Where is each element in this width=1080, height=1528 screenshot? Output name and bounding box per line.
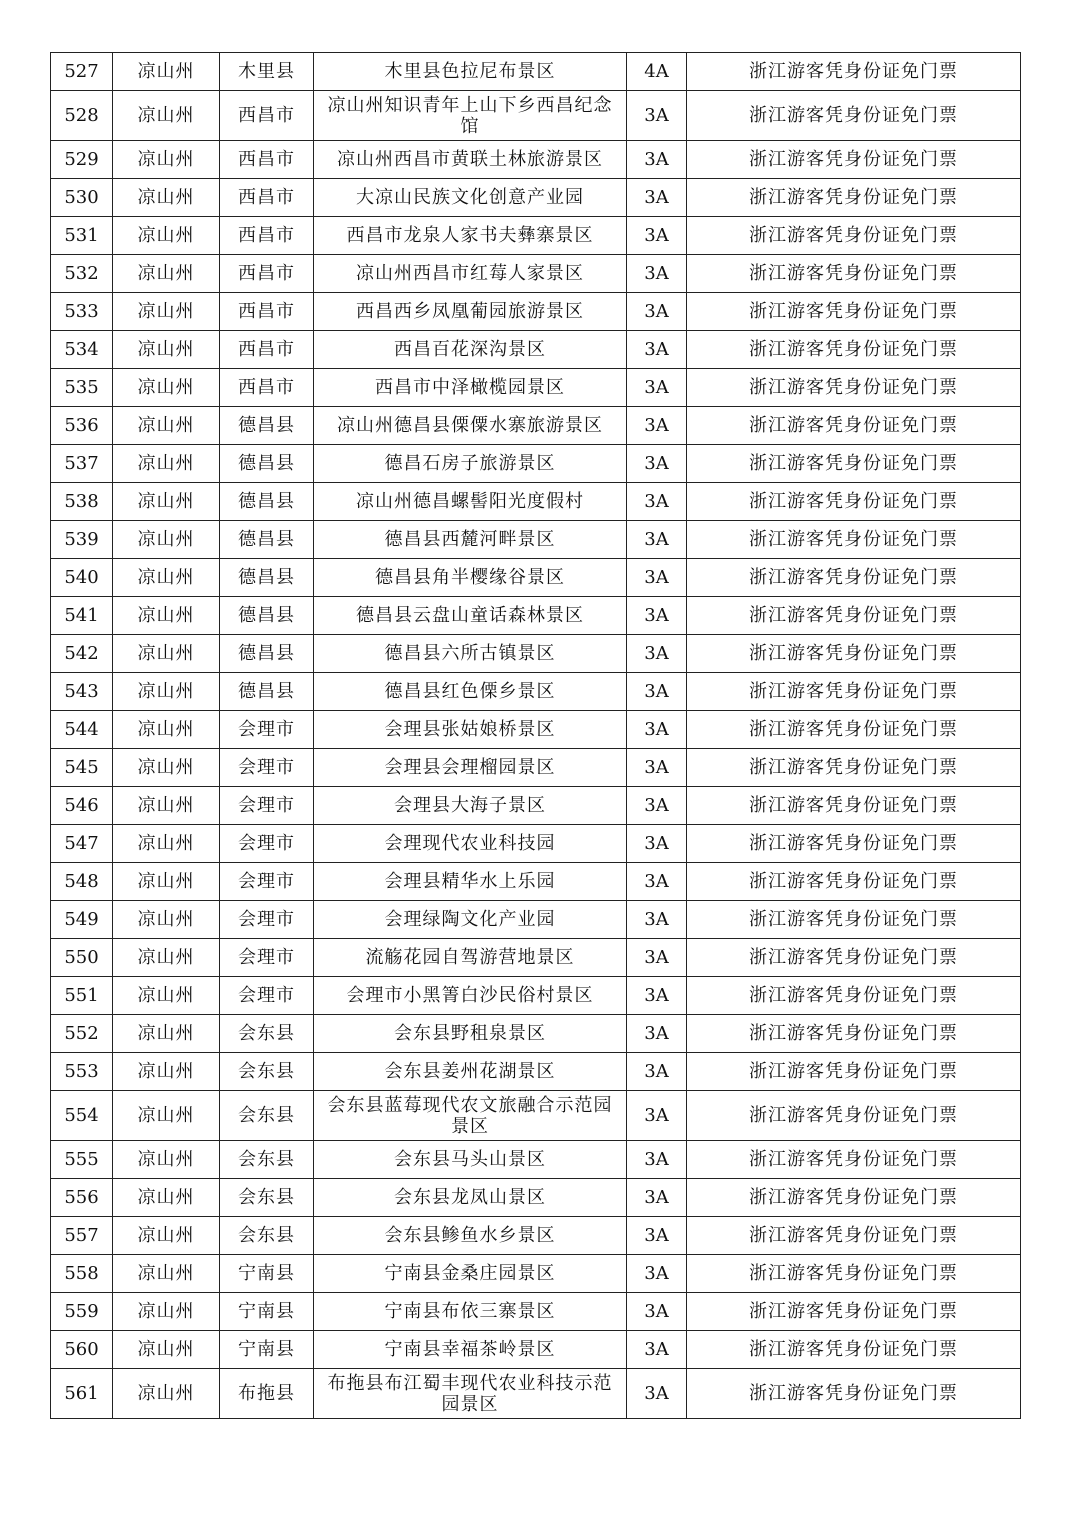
table-row bbox=[51, 863, 1021, 901]
prefecture-cell: 凉山州 bbox=[113, 711, 220, 749]
row-number-cell: 538 bbox=[51, 483, 113, 521]
county-cell: 布拖县 bbox=[220, 1369, 314, 1419]
table-row bbox=[51, 635, 1021, 673]
table-row bbox=[51, 331, 1021, 369]
scenic-name-cell: 会东县马头山景区 bbox=[314, 1141, 627, 1179]
table-row bbox=[51, 217, 1021, 255]
table-row bbox=[51, 1053, 1021, 1091]
scenic-name-cell: 宁南县布依三寨景区 bbox=[314, 1293, 627, 1331]
table-row bbox=[51, 91, 1021, 141]
level-cell: 3A bbox=[627, 1293, 687, 1331]
scenic-name-cell: 宁南县幸福茶岭景区 bbox=[314, 1331, 627, 1369]
scenic-name-cell: 西昌市龙泉人家书夫彝寨景区 bbox=[314, 217, 627, 255]
table-row bbox=[51, 521, 1021, 559]
prefecture-cell: 凉山州 bbox=[113, 179, 220, 217]
table-row bbox=[51, 407, 1021, 445]
row-number-cell: 536 bbox=[51, 407, 113, 445]
policy-cell: 浙江游客凭身份证免门票 bbox=[687, 673, 1021, 711]
level-cell: 3A bbox=[627, 711, 687, 749]
county-cell: 会理市 bbox=[220, 901, 314, 939]
level-cell: 3A bbox=[627, 293, 687, 331]
table-row bbox=[51, 1255, 1021, 1293]
table-row bbox=[51, 1369, 1021, 1419]
level-cell: 3A bbox=[627, 901, 687, 939]
policy-cell: 浙江游客凭身份证免门票 bbox=[687, 91, 1021, 141]
row-number-cell: 546 bbox=[51, 787, 113, 825]
table-row bbox=[51, 673, 1021, 711]
county-cell: 会理市 bbox=[220, 749, 314, 787]
level-cell: 3A bbox=[627, 825, 687, 863]
county-cell: 德昌县 bbox=[220, 635, 314, 673]
scenic-name-cell: 布拖县布江蜀丰现代农业科技示范园景区 bbox=[314, 1369, 627, 1419]
prefecture-cell: 凉山州 bbox=[113, 1141, 220, 1179]
table-row bbox=[51, 749, 1021, 787]
table-row bbox=[51, 1141, 1021, 1179]
policy-cell: 浙江游客凭身份证免门票 bbox=[687, 635, 1021, 673]
county-cell: 德昌县 bbox=[220, 521, 314, 559]
level-cell: 3A bbox=[627, 863, 687, 901]
county-cell: 会理市 bbox=[220, 863, 314, 901]
table-row bbox=[51, 369, 1021, 407]
policy-cell: 浙江游客凭身份证免门票 bbox=[687, 1179, 1021, 1217]
level-cell: 3A bbox=[627, 407, 687, 445]
row-number-cell: 543 bbox=[51, 673, 113, 711]
county-cell: 会东县 bbox=[220, 1217, 314, 1255]
level-cell: 3A bbox=[627, 91, 687, 141]
prefecture-cell: 凉山州 bbox=[113, 673, 220, 711]
county-cell: 德昌县 bbox=[220, 559, 314, 597]
row-number-cell: 535 bbox=[51, 369, 113, 407]
prefecture-cell: 凉山州 bbox=[113, 141, 220, 179]
scenic-name-cell: 会理县精华水上乐园 bbox=[314, 863, 627, 901]
policy-cell: 浙江游客凭身份证免门票 bbox=[687, 825, 1021, 863]
policy-cell: 浙江游客凭身份证免门票 bbox=[687, 369, 1021, 407]
scenic-name-cell: 德昌石房子旅游景区 bbox=[314, 445, 627, 483]
table-row bbox=[51, 53, 1021, 91]
scenic-name-cell: 会理县大海子景区 bbox=[314, 787, 627, 825]
policy-cell: 浙江游客凭身份证免门票 bbox=[687, 1015, 1021, 1053]
level-cell: 4A bbox=[627, 53, 687, 91]
prefecture-cell: 凉山州 bbox=[113, 749, 220, 787]
level-cell: 3A bbox=[627, 1091, 687, 1141]
scenic-name-cell: 德昌县角半樱缘谷景区 bbox=[314, 559, 627, 597]
scenic-name-cell: 会东县姜州花湖景区 bbox=[314, 1053, 627, 1091]
county-cell: 西昌市 bbox=[220, 331, 314, 369]
county-cell: 会东县 bbox=[220, 1053, 314, 1091]
level-cell: 3A bbox=[627, 977, 687, 1015]
county-cell: 德昌县 bbox=[220, 673, 314, 711]
table-row bbox=[51, 1217, 1021, 1255]
table-row bbox=[51, 141, 1021, 179]
row-number-cell: 528 bbox=[51, 91, 113, 141]
scenic-name-cell: 流觞花园自驾游营地景区 bbox=[314, 939, 627, 977]
county-cell: 西昌市 bbox=[220, 141, 314, 179]
level-cell: 3A bbox=[627, 673, 687, 711]
scenic-name-cell: 凉山州知识青年上山下乡西昌纪念馆 bbox=[314, 91, 627, 141]
policy-cell: 浙江游客凭身份证免门票 bbox=[687, 255, 1021, 293]
prefecture-cell: 凉山州 bbox=[113, 1369, 220, 1419]
level-cell: 3A bbox=[627, 749, 687, 787]
row-number-cell: 537 bbox=[51, 445, 113, 483]
policy-cell: 浙江游客凭身份证免门票 bbox=[687, 1053, 1021, 1091]
prefecture-cell: 凉山州 bbox=[113, 1179, 220, 1217]
row-number-cell: 557 bbox=[51, 1217, 113, 1255]
level-cell: 3A bbox=[627, 1331, 687, 1369]
level-cell: 3A bbox=[627, 445, 687, 483]
table-row bbox=[51, 1331, 1021, 1369]
level-cell: 3A bbox=[627, 1179, 687, 1217]
level-cell: 3A bbox=[627, 141, 687, 179]
prefecture-cell: 凉山州 bbox=[113, 331, 220, 369]
county-cell: 会东县 bbox=[220, 1179, 314, 1217]
scenic-name-cell: 凉山州德昌螺髻阳光度假村 bbox=[314, 483, 627, 521]
county-cell: 德昌县 bbox=[220, 407, 314, 445]
county-cell: 木里县 bbox=[220, 53, 314, 91]
policy-cell: 浙江游客凭身份证免门票 bbox=[687, 901, 1021, 939]
county-cell: 西昌市 bbox=[220, 255, 314, 293]
table-row bbox=[51, 293, 1021, 331]
prefecture-cell: 凉山州 bbox=[113, 1331, 220, 1369]
scenic-name-cell: 会东县蓝莓现代农文旅融合示范园景区 bbox=[314, 1091, 627, 1141]
row-number-cell: 547 bbox=[51, 825, 113, 863]
prefecture-cell: 凉山州 bbox=[113, 1015, 220, 1053]
prefecture-cell: 凉山州 bbox=[113, 635, 220, 673]
policy-cell: 浙江游客凭身份证免门票 bbox=[687, 445, 1021, 483]
county-cell: 会理市 bbox=[220, 977, 314, 1015]
scenic-name-cell: 西昌市中泽橄榄园景区 bbox=[314, 369, 627, 407]
prefecture-cell: 凉山州 bbox=[113, 787, 220, 825]
table-body bbox=[51, 53, 1021, 1419]
row-number-cell: 559 bbox=[51, 1293, 113, 1331]
row-number-cell: 540 bbox=[51, 559, 113, 597]
policy-cell: 浙江游客凭身份证免门票 bbox=[687, 939, 1021, 977]
scenic-name-cell: 凉山州德昌县傈僳水寨旅游景区 bbox=[314, 407, 627, 445]
row-number-cell: 550 bbox=[51, 939, 113, 977]
policy-cell: 浙江游客凭身份证免门票 bbox=[687, 483, 1021, 521]
row-number-cell: 529 bbox=[51, 141, 113, 179]
table-row bbox=[51, 787, 1021, 825]
level-cell: 3A bbox=[627, 1369, 687, 1419]
scenic-name-cell: 德昌县六所古镇景区 bbox=[314, 635, 627, 673]
scenic-name-cell: 西昌百花深沟景区 bbox=[314, 331, 627, 369]
row-number-cell: 532 bbox=[51, 255, 113, 293]
policy-cell: 浙江游客凭身份证免门票 bbox=[687, 331, 1021, 369]
policy-cell: 浙江游客凭身份证免门票 bbox=[687, 749, 1021, 787]
level-cell: 3A bbox=[627, 1255, 687, 1293]
scenic-name-cell: 德昌县云盘山童话森林景区 bbox=[314, 597, 627, 635]
row-number-cell: 549 bbox=[51, 901, 113, 939]
county-cell: 西昌市 bbox=[220, 217, 314, 255]
prefecture-cell: 凉山州 bbox=[113, 1053, 220, 1091]
level-cell: 3A bbox=[627, 1015, 687, 1053]
policy-cell: 浙江游客凭身份证免门票 bbox=[687, 1331, 1021, 1369]
scenic-spot-table bbox=[50, 52, 1021, 1419]
county-cell: 德昌县 bbox=[220, 483, 314, 521]
prefecture-cell: 凉山州 bbox=[113, 255, 220, 293]
prefecture-cell: 凉山州 bbox=[113, 445, 220, 483]
scenic-name-cell: 会理现代农业科技园 bbox=[314, 825, 627, 863]
policy-cell: 浙江游客凭身份证免门票 bbox=[687, 521, 1021, 559]
level-cell: 3A bbox=[627, 331, 687, 369]
row-number-cell: 561 bbox=[51, 1369, 113, 1419]
policy-cell: 浙江游客凭身份证免门票 bbox=[687, 1217, 1021, 1255]
table-row bbox=[51, 939, 1021, 977]
prefecture-cell: 凉山州 bbox=[113, 825, 220, 863]
prefecture-cell: 凉山州 bbox=[113, 597, 220, 635]
county-cell: 会东县 bbox=[220, 1091, 314, 1141]
scenic-name-cell: 凉山州西昌市黄联土林旅游景区 bbox=[314, 141, 627, 179]
table-row bbox=[51, 1015, 1021, 1053]
prefecture-cell: 凉山州 bbox=[113, 521, 220, 559]
policy-cell: 浙江游客凭身份证免门票 bbox=[687, 787, 1021, 825]
row-number-cell: 554 bbox=[51, 1091, 113, 1141]
county-cell: 会理市 bbox=[220, 825, 314, 863]
prefecture-cell: 凉山州 bbox=[113, 1217, 220, 1255]
row-number-cell: 551 bbox=[51, 977, 113, 1015]
table-row bbox=[51, 825, 1021, 863]
policy-cell: 浙江游客凭身份证免门票 bbox=[687, 217, 1021, 255]
prefecture-cell: 凉山州 bbox=[113, 369, 220, 407]
table-row bbox=[51, 597, 1021, 635]
policy-cell: 浙江游客凭身份证免门票 bbox=[687, 53, 1021, 91]
table-row bbox=[51, 901, 1021, 939]
table-row bbox=[51, 255, 1021, 293]
scenic-name-cell: 德昌县红色傈乡景区 bbox=[314, 673, 627, 711]
level-cell: 3A bbox=[627, 787, 687, 825]
level-cell: 3A bbox=[627, 559, 687, 597]
scenic-name-cell: 凉山州西昌市红莓人家景区 bbox=[314, 255, 627, 293]
row-number-cell: 552 bbox=[51, 1015, 113, 1053]
policy-cell: 浙江游客凭身份证免门票 bbox=[687, 1369, 1021, 1419]
level-cell: 3A bbox=[627, 939, 687, 977]
level-cell: 3A bbox=[627, 1141, 687, 1179]
policy-cell: 浙江游客凭身份证免门票 bbox=[687, 559, 1021, 597]
county-cell: 宁南县 bbox=[220, 1293, 314, 1331]
row-number-cell: 548 bbox=[51, 863, 113, 901]
level-cell: 3A bbox=[627, 1053, 687, 1091]
county-cell: 宁南县 bbox=[220, 1331, 314, 1369]
policy-cell: 浙江游客凭身份证免门票 bbox=[687, 597, 1021, 635]
row-number-cell: 544 bbox=[51, 711, 113, 749]
scenic-name-cell: 会理市小黑箐白沙民俗村景区 bbox=[314, 977, 627, 1015]
county-cell: 会理市 bbox=[220, 939, 314, 977]
row-number-cell: 558 bbox=[51, 1255, 113, 1293]
scenic-name-cell: 大凉山民族文化创意产业园 bbox=[314, 179, 627, 217]
policy-cell: 浙江游客凭身份证免门票 bbox=[687, 141, 1021, 179]
prefecture-cell: 凉山州 bbox=[113, 939, 220, 977]
table-row bbox=[51, 179, 1021, 217]
policy-cell: 浙江游客凭身份证免门票 bbox=[687, 1091, 1021, 1141]
row-number-cell: 542 bbox=[51, 635, 113, 673]
county-cell: 德昌县 bbox=[220, 445, 314, 483]
prefecture-cell: 凉山州 bbox=[113, 483, 220, 521]
table-row bbox=[51, 1179, 1021, 1217]
scenic-name-cell: 会理县张姑娘桥景区 bbox=[314, 711, 627, 749]
county-cell: 会东县 bbox=[220, 1141, 314, 1179]
row-number-cell: 560 bbox=[51, 1331, 113, 1369]
county-cell: 会理市 bbox=[220, 711, 314, 749]
policy-cell: 浙江游客凭身份证免门票 bbox=[687, 1141, 1021, 1179]
scenic-name-cell: 会理绿陶文化产业园 bbox=[314, 901, 627, 939]
county-cell: 西昌市 bbox=[220, 91, 314, 141]
scenic-name-cell: 会东县龙凤山景区 bbox=[314, 1179, 627, 1217]
scenic-name-cell: 会东县野租泉景区 bbox=[314, 1015, 627, 1053]
table-row bbox=[51, 445, 1021, 483]
policy-cell: 浙江游客凭身份证免门票 bbox=[687, 863, 1021, 901]
row-number-cell: 541 bbox=[51, 597, 113, 635]
row-number-cell: 531 bbox=[51, 217, 113, 255]
row-number-cell: 527 bbox=[51, 53, 113, 91]
county-cell: 会理市 bbox=[220, 787, 314, 825]
policy-cell: 浙江游客凭身份证免门票 bbox=[687, 179, 1021, 217]
scenic-name-cell: 德昌县西麓河畔景区 bbox=[314, 521, 627, 559]
prefecture-cell: 凉山州 bbox=[113, 293, 220, 331]
policy-cell: 浙江游客凭身份证免门票 bbox=[687, 1293, 1021, 1331]
county-cell: 西昌市 bbox=[220, 293, 314, 331]
table-row bbox=[51, 977, 1021, 1015]
row-number-cell: 555 bbox=[51, 1141, 113, 1179]
level-cell: 3A bbox=[627, 179, 687, 217]
policy-cell: 浙江游客凭身份证免门票 bbox=[687, 407, 1021, 445]
prefecture-cell: 凉山州 bbox=[113, 863, 220, 901]
level-cell: 3A bbox=[627, 217, 687, 255]
table-row bbox=[51, 559, 1021, 597]
row-number-cell: 539 bbox=[51, 521, 113, 559]
county-cell: 西昌市 bbox=[220, 369, 314, 407]
prefecture-cell: 凉山州 bbox=[113, 407, 220, 445]
scenic-name-cell: 西昌西乡凤凰葡园旅游景区 bbox=[314, 293, 627, 331]
table-row bbox=[51, 483, 1021, 521]
prefecture-cell: 凉山州 bbox=[113, 217, 220, 255]
policy-cell: 浙江游客凭身份证免门票 bbox=[687, 293, 1021, 331]
row-number-cell: 533 bbox=[51, 293, 113, 331]
prefecture-cell: 凉山州 bbox=[113, 91, 220, 141]
prefecture-cell: 凉山州 bbox=[113, 1293, 220, 1331]
scenic-name-cell: 会理县会理榴园景区 bbox=[314, 749, 627, 787]
county-cell: 会东县 bbox=[220, 1015, 314, 1053]
county-cell: 西昌市 bbox=[220, 179, 314, 217]
level-cell: 3A bbox=[627, 255, 687, 293]
level-cell: 3A bbox=[627, 635, 687, 673]
county-cell: 宁南县 bbox=[220, 1255, 314, 1293]
scenic-name-cell: 宁南县金桑庄园景区 bbox=[314, 1255, 627, 1293]
table-row bbox=[51, 1091, 1021, 1141]
level-cell: 3A bbox=[627, 597, 687, 635]
prefecture-cell: 凉山州 bbox=[113, 1255, 220, 1293]
row-number-cell: 556 bbox=[51, 1179, 113, 1217]
row-number-cell: 530 bbox=[51, 179, 113, 217]
scenic-name-cell: 会东县鲹鱼水乡景区 bbox=[314, 1217, 627, 1255]
row-number-cell: 553 bbox=[51, 1053, 113, 1091]
policy-cell: 浙江游客凭身份证免门票 bbox=[687, 711, 1021, 749]
scenic-name-cell: 木里县色拉尼布景区 bbox=[314, 53, 627, 91]
policy-cell: 浙江游客凭身份证免门票 bbox=[687, 1255, 1021, 1293]
prefecture-cell: 凉山州 bbox=[113, 1091, 220, 1141]
level-cell: 3A bbox=[627, 521, 687, 559]
level-cell: 3A bbox=[627, 483, 687, 521]
prefecture-cell: 凉山州 bbox=[113, 901, 220, 939]
prefecture-cell: 凉山州 bbox=[113, 977, 220, 1015]
row-number-cell: 534 bbox=[51, 331, 113, 369]
level-cell: 3A bbox=[627, 1217, 687, 1255]
table-row bbox=[51, 711, 1021, 749]
prefecture-cell: 凉山州 bbox=[113, 53, 220, 91]
policy-cell: 浙江游客凭身份证免门票 bbox=[687, 977, 1021, 1015]
level-cell: 3A bbox=[627, 369, 687, 407]
table-row bbox=[51, 1293, 1021, 1331]
row-number-cell: 545 bbox=[51, 749, 113, 787]
prefecture-cell: 凉山州 bbox=[113, 559, 220, 597]
county-cell: 德昌县 bbox=[220, 597, 314, 635]
